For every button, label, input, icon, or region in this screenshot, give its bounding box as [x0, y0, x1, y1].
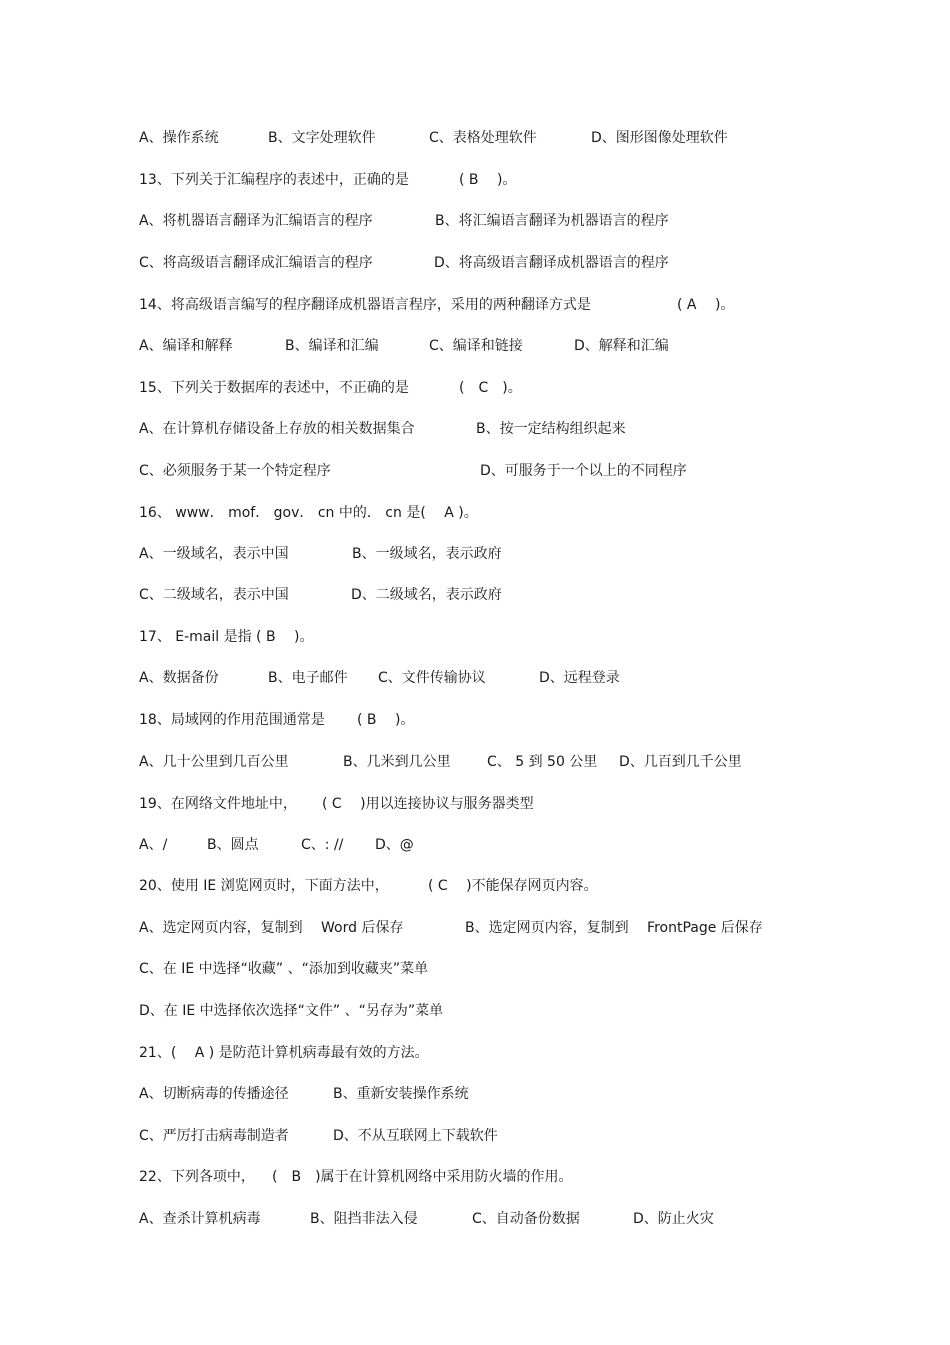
- answer-option: B、电子邮件: [268, 670, 348, 686]
- answer-option: B、重新安装操作系统: [333, 1086, 469, 1102]
- answer-option: C、编译和链接: [429, 338, 523, 354]
- answer-option: D、将高级语言翻译成机器语言的程序: [434, 255, 669, 271]
- answer-option: C、: //: [301, 837, 344, 853]
- answer-blank: ( B )。: [357, 712, 415, 728]
- question-text: 22、下列各项中，: [139, 1169, 255, 1185]
- question-text: 15、下列关于数据库的表述中，不正确的是: [139, 380, 409, 396]
- answer-option: D、解释和汇编: [574, 338, 669, 354]
- question-text: 13、下列关于汇编程序的表述中，正确的是: [139, 172, 409, 188]
- answer-blank: ( B )。: [459, 172, 517, 188]
- answer-option: A、查杀计算机病毒: [139, 1211, 261, 1227]
- answer-option: C、将高级语言翻译成汇编语言的程序: [139, 255, 373, 271]
- answer-option: D、可服务于一个以上的不同程序: [480, 463, 687, 479]
- answer-option: C、必须服务于某一个特定程序: [139, 463, 331, 479]
- answer-blank: ( C )不能保存网页内容。: [428, 878, 598, 894]
- answer-option: B、将汇编语言翻译为机器语言的程序: [435, 213, 669, 229]
- answer-option: B、圆点: [207, 837, 259, 853]
- question-text: 21、( A ) 是防范计算机病毒最有效的方法。: [139, 1045, 429, 1061]
- answer-option: A、/: [139, 837, 168, 853]
- question-text: 16、 www． mof． gov． cn 中的． cn 是( A )。: [139, 505, 478, 521]
- answer-option: C、在 IE 中选择“收藏” 、“添加到收藏夹”菜单: [139, 961, 429, 977]
- answer-option: D、几百到几千公里: [619, 754, 742, 770]
- answer-option: B、编译和汇编: [285, 338, 379, 354]
- answer-blank: ( C )用以连接协议与服务器类型: [322, 796, 534, 812]
- answer-option: D、远程登录: [539, 670, 620, 686]
- answer-option: D、不从互联网上下载软件: [333, 1128, 498, 1144]
- answer-option: B、一级域名，表示政府: [352, 546, 502, 562]
- question-text: 18、局域网的作用范围通常是: [139, 712, 325, 728]
- answer-option: A、将机器语言翻译为汇编语言的程序: [139, 213, 373, 229]
- question-text: 14、将高级语言编写的程序翻译成机器语言程序，采用的两种翻译方式是: [139, 297, 591, 313]
- answer-option: D、@: [375, 837, 414, 853]
- answer-blank: ( A )。: [677, 297, 735, 313]
- answer-option: C、严厉打击病毒制造者: [139, 1128, 289, 1144]
- answer-option: C、二级域名，表示中国: [139, 587, 289, 603]
- question-text: 20、使用 IE 浏览网页时，下面方法中，: [139, 878, 389, 894]
- answer-option: B、阻挡非法入侵: [310, 1211, 418, 1227]
- answer-option: A、切断病毒的传播途径: [139, 1086, 289, 1102]
- answer-option: B、文字处理软件: [268, 130, 376, 146]
- answer-option: B、几米到几公里: [343, 754, 451, 770]
- answer-blank: ( B )属于在计算机网络中采用防火墙的作用。: [272, 1169, 573, 1185]
- answer-option: C、表格处理软件: [429, 130, 537, 146]
- answer-option: A、编译和解释: [139, 338, 233, 354]
- answer-option: C、文件传输协议: [378, 670, 486, 686]
- answer-option: A、数据备份: [139, 670, 219, 686]
- answer-option: B、选定网页内容，复制到 FrontPage 后保存: [465, 920, 763, 936]
- answer-option: D、图形图像处理软件: [591, 130, 728, 146]
- answer-option: C、自动备份数据: [472, 1211, 580, 1227]
- question-text: 17、 E-mail 是指 ( B )。: [139, 629, 314, 645]
- answer-option: A、几十公里到几百公里: [139, 754, 289, 770]
- answer-option: A、操作系统: [139, 130, 219, 146]
- answer-blank: ( C )。: [459, 380, 522, 396]
- question-text: 19、在网络文件地址中，: [139, 796, 297, 812]
- answer-option: D、防止火灾: [633, 1211, 714, 1227]
- answer-option: D、在 IE 中选择依次选择“文件” 、“另存为”菜单: [139, 1003, 444, 1019]
- answer-option: D、二级域名，表示政府: [351, 587, 502, 603]
- answer-option: C、 5 到 50 公里: [487, 754, 598, 770]
- answer-option: B、按一定结构组织起来: [476, 421, 626, 437]
- answer-option: A、选定网页内容，复制到 Word 后保存: [139, 920, 404, 936]
- answer-option: A、一级域名，表示中国: [139, 546, 289, 562]
- answer-option: A、在计算机存储设备上存放的相关数据集合: [139, 421, 415, 437]
